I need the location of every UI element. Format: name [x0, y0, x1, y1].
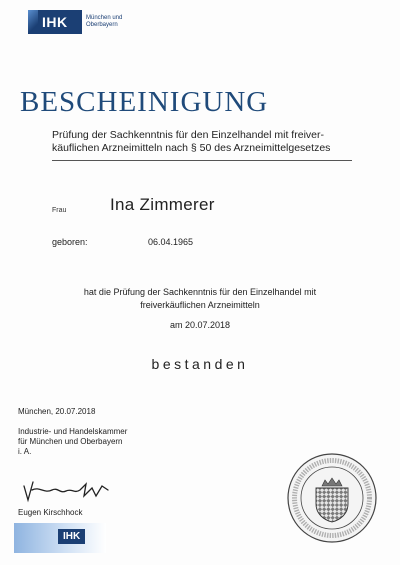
- statement-line2: freiverkäuflichen Arzneimitteln: [140, 300, 260, 310]
- signature-image: [22, 476, 112, 506]
- ihk-logo: [28, 10, 122, 34]
- statement: [40, 286, 360, 312]
- official-seal-icon: [286, 452, 378, 544]
- footer-logo-mark: IHK: [58, 529, 85, 544]
- place-date: München, 20.07.2018: [18, 407, 96, 416]
- divider: [52, 160, 352, 161]
- exam-date: am 20.07.2018: [169, 320, 231, 330]
- salutation: Frau: [52, 207, 67, 214]
- org-line2: für München und Oberbayern: [18, 437, 123, 446]
- born-date: 06.04.1965: [148, 237, 194, 247]
- born-label: geboren:: [52, 237, 88, 247]
- document-title: BESCHEINIGUNG: [20, 86, 269, 118]
- issuing-organization: [18, 427, 127, 457]
- logo-caption-line1: München und: [86, 15, 123, 21]
- exam-result: bestanden: [151, 356, 249, 372]
- signer-name: Eugen Kirschhock: [18, 508, 83, 517]
- org-line3: i. A.: [18, 447, 32, 456]
- document-subtitle: [52, 129, 372, 155]
- logo-slash-icon: [28, 10, 38, 34]
- subtitle-line2: käuflichen Arzneimitteln nach § 50 des Arzneimittelgesetzes: [52, 142, 331, 154]
- subtitle-line1: Prüfung der Sachkenntnis für den Einzelhandel mit freiver-: [52, 129, 324, 141]
- logo-caption-line2: Oberbayern: [86, 22, 118, 28]
- org-line1: Industrie- und Handelskammer: [18, 427, 128, 436]
- logo-caption: [86, 15, 122, 29]
- ihk-logo-mark: [28, 10, 82, 34]
- statement-line1: hat die Prüfung der Sachkenntnis für den Einzelhandel mit: [83, 287, 317, 297]
- logo-mark-text: IHK: [42, 14, 68, 30]
- footer-logo: [14, 523, 106, 553]
- recipient-name: Ina Zimmerer: [110, 195, 215, 214]
